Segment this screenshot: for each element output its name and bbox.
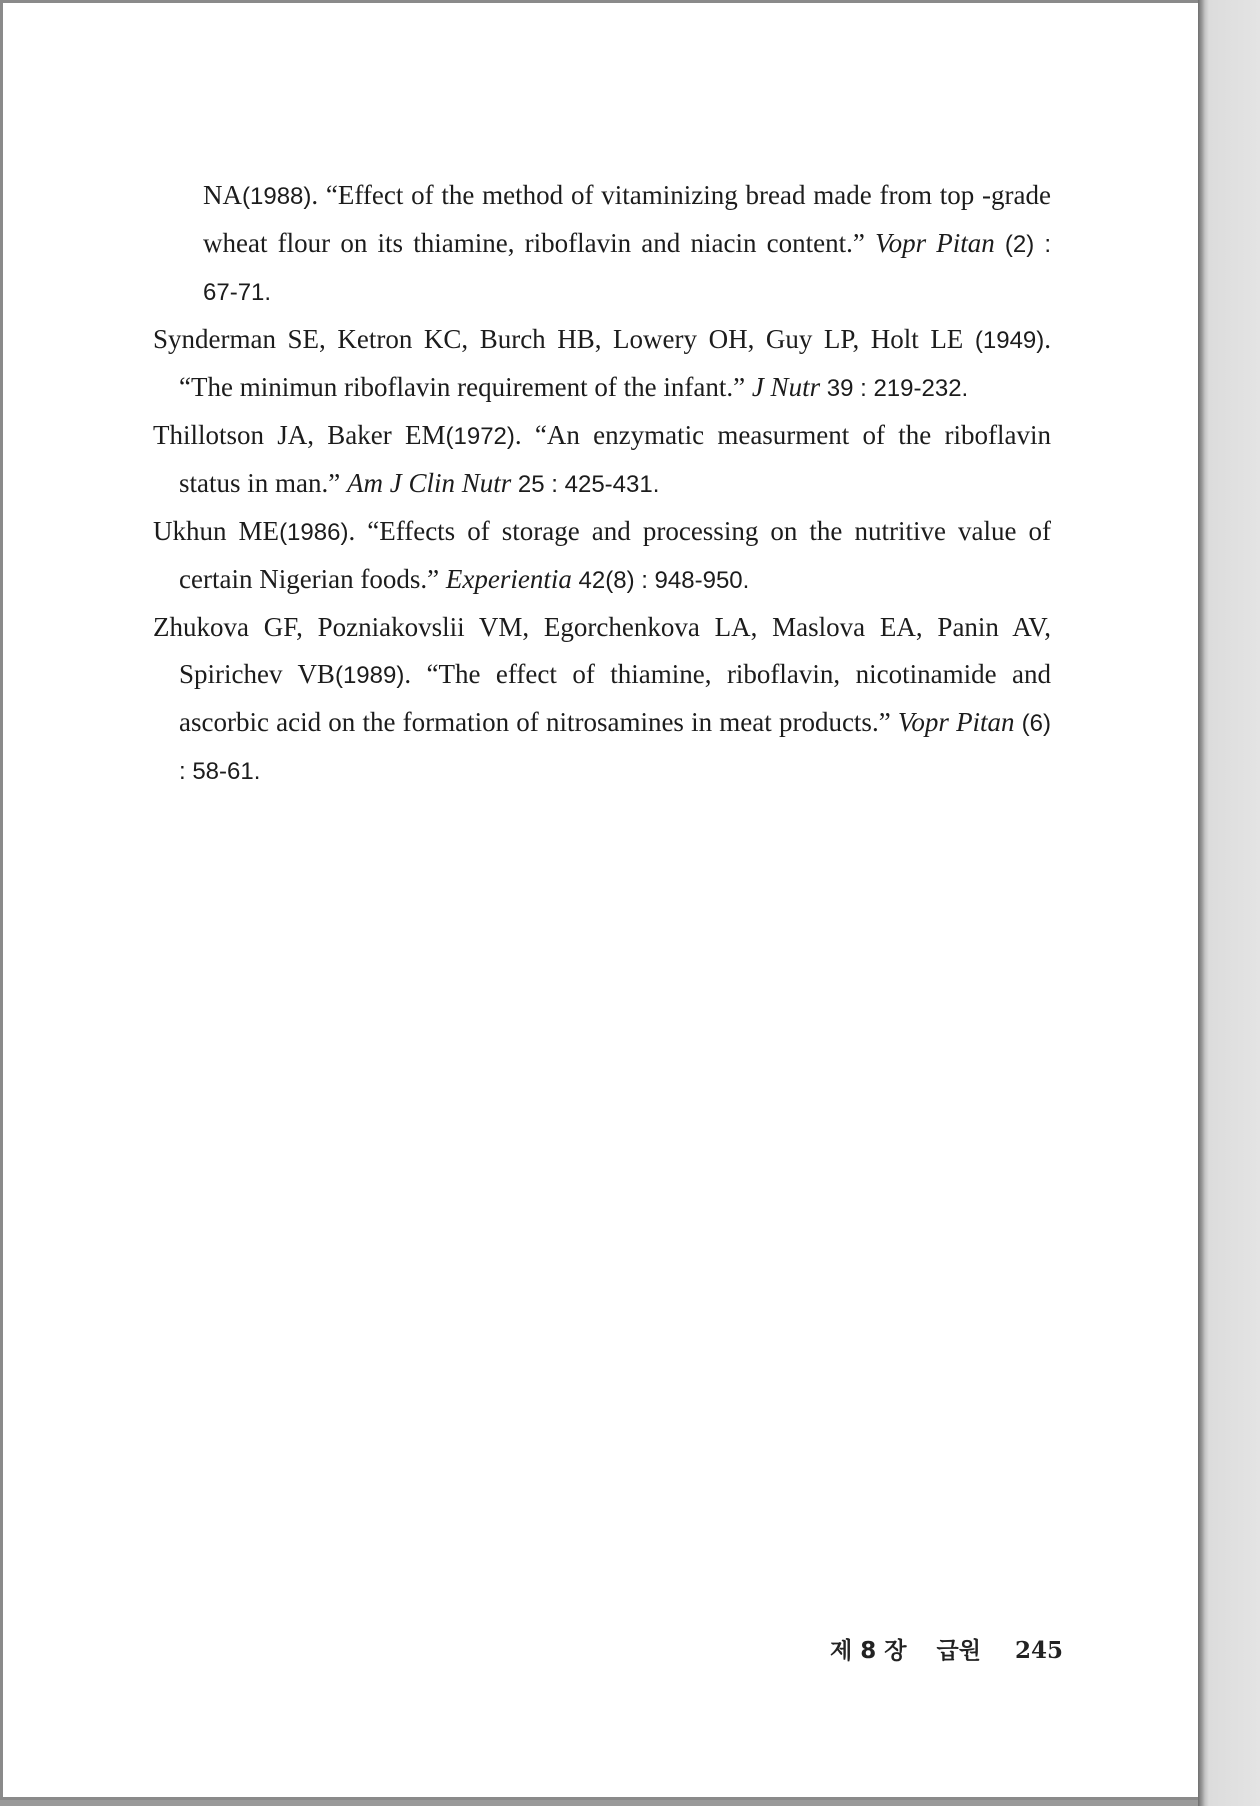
page-edge-shadow <box>1198 0 1260 1806</box>
reference-item <box>153 412 1051 508</box>
reference-list <box>153 172 1051 795</box>
reference-journal: Vopr Pitan <box>875 228 995 258</box>
reference-year: (1949) <box>974 327 1045 354</box>
reference-journal: Experientia <box>445 564 572 594</box>
reference-year: (1986) <box>279 519 349 546</box>
page-bottom-edge <box>0 1800 1198 1806</box>
reference-year: (1988) <box>242 183 312 210</box>
reference-authors: Zhukova GF, Pozniakovslii VM, Egorchenkova LA, Maslova EA, Panin AV, Spirichev VB <box>153 612 1051 689</box>
page-number: 245 <box>1014 1637 1063 1664</box>
reference-title: . “The minimun riboflavin requirement of the infant.” <box>179 324 1051 402</box>
page-footer <box>830 1632 1063 1665</box>
footer-chapter: 제 8 장 <box>830 1638 907 1664</box>
reference-authors: NA <box>203 180 242 210</box>
reference-citation: 25 : 425-431. <box>511 471 660 498</box>
reference-item <box>153 316 1051 412</box>
reference-journal: Am J Clin Nutr <box>346 468 512 498</box>
reference-title: . “Effects of storage and processing on the nutritive value of certain Nigerian foods.” <box>179 516 1052 594</box>
reference-item <box>177 172 1051 316</box>
reference-year: (1989) <box>334 662 405 689</box>
reference-authors: Thillotson JA, Baker EM <box>153 420 446 450</box>
reference-authors: Ukhun ME <box>153 516 280 546</box>
reference-year: (1972) <box>445 423 515 450</box>
reference-citation: (6) : 58-61. <box>179 710 1051 785</box>
footer-section-title: 급원 <box>936 1638 981 1664</box>
reference-journal: Vopr Pitan <box>897 707 1015 737</box>
reference-title: . “Effect of the method of vitaminizing bread made from top -grade wheat flour on its thiamine, riboflavin and niacin content.” <box>203 180 1051 258</box>
reference-journal: J Nutr <box>751 372 821 402</box>
reference-citation: 42(8) : 948-950. <box>571 567 750 594</box>
reference-citation: 39 : 219-232. <box>820 375 969 402</box>
reference-title: . “The effect of thiamine, riboflavin, nicotinamide and ascorbic acid on the formation of nitrosamines in meat products.” <box>179 659 1051 737</box>
reference-item <box>153 604 1051 795</box>
reference-citation: (2) : 67-71. <box>203 231 1051 306</box>
reference-authors: Synderman SE, Ketron KC, Burch HB, Lowery OH, Guy LP, Holt LE <box>153 324 975 354</box>
reference-item <box>153 508 1051 604</box>
reference-title: . “An enzymatic measurment of the riboflavin status in man.” <box>179 420 1052 498</box>
